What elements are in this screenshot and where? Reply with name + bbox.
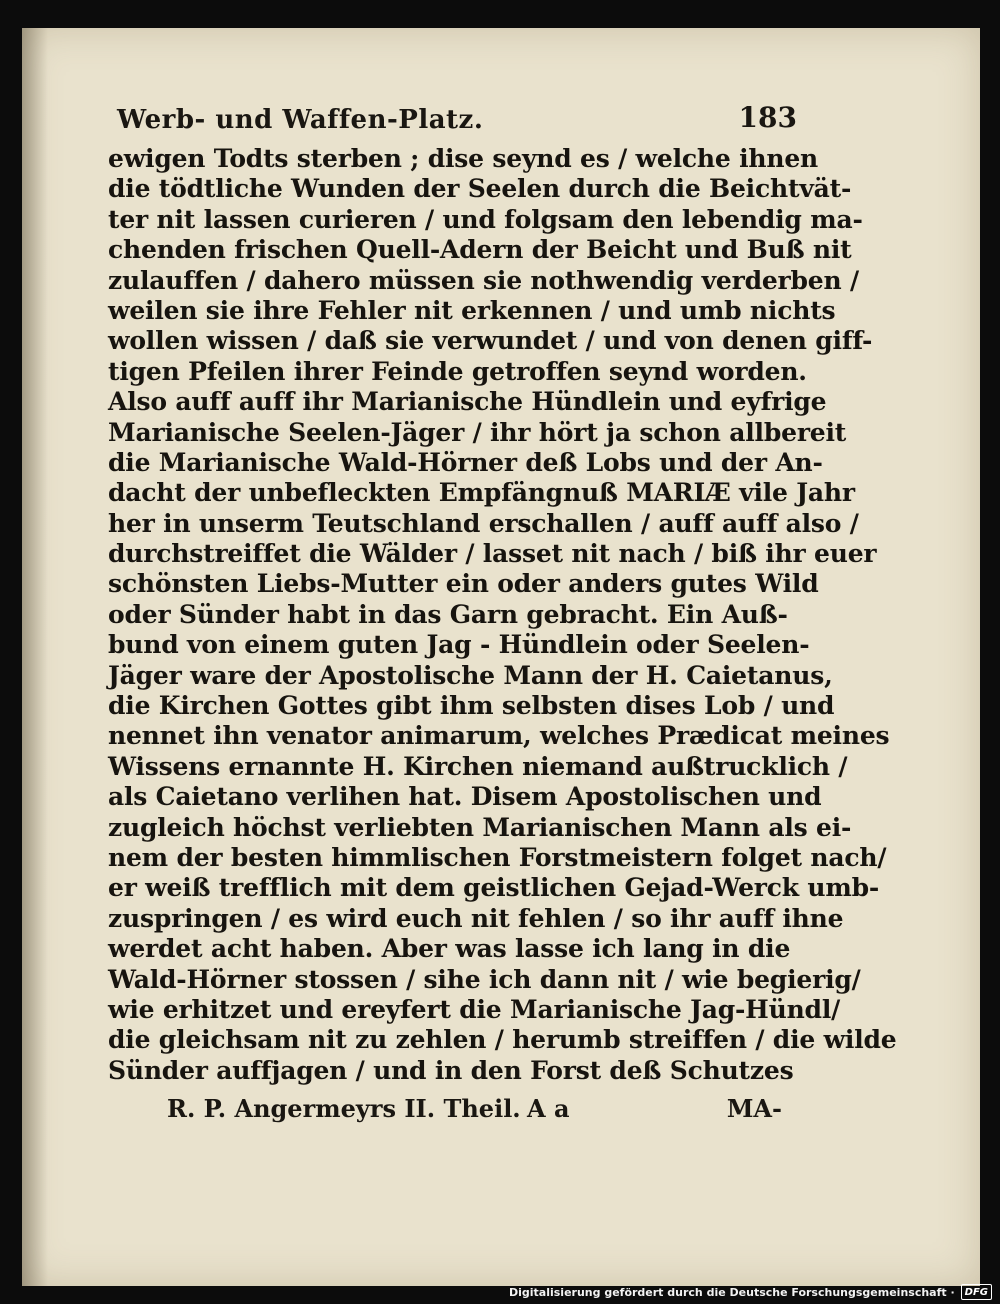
signature-line: R. P. Angermeyrs II. Theil.: [167, 1094, 521, 1123]
text-line: Marianische Seelen-Jäger / ihr hört ja schon allbereit: [108, 417, 847, 447]
text-line: die tödtliche Wunden der Seelen durch die Beichtvät-: [108, 174, 852, 204]
text-line: Sünder auffjagen / und in den Forst deß Schutzes: [108, 1055, 794, 1085]
digitization-credit: [509, 1283, 992, 1301]
text-line: zuspringen / es wird euch nit fehlen / so ihr auff ihne: [108, 903, 844, 933]
page-header: [117, 101, 797, 141]
running-title: Werb- und Waffen-Platz.: [117, 105, 484, 135]
text-line: als Caietano verlihen hat. Disem Apostolischen und: [108, 782, 822, 812]
book-page: [22, 28, 980, 1286]
text-line: zugleich höchst verliebten Marianischen Mann als ei-: [108, 812, 852, 842]
text-line: ter nit lassen curieren / und folgsam den lebendig ma-: [108, 204, 863, 234]
text-line: nem der besten himmlischen Forstmeistern folget nach/: [108, 842, 887, 872]
text-line: die Kirchen Gottes gibt ihm selbsten dises Lob / und: [108, 691, 835, 721]
text-line: chenden frischen Quell-Adern der Beicht und Buß nit: [108, 235, 852, 265]
text-line: er weiß trefflich mit dem geistlichen Gejad-Werck umb-: [108, 873, 880, 903]
text-line: die gleichsam nit zu zehlen / herumb streiffen / die wilde: [108, 1025, 897, 1055]
text-line: wollen wissen / daß sie verwundet / und von denen giff-: [108, 326, 873, 356]
text-line: ewigen Todts sterben ; dise seynd es / welche ihnen: [108, 144, 819, 173]
page-footer: [167, 1094, 782, 1130]
text-line: Jäger ware der Apostolische Mann der H. Caietanus,: [108, 660, 833, 690]
dfg-logo-icon: DFG: [961, 1284, 992, 1300]
signature-mark: A a: [527, 1094, 570, 1123]
text-line: tigen Pfeilen ihrer Feinde getroffen seynd worden.: [108, 356, 807, 386]
text-line: die Marianische Wald-Hörner deß Lobs und der An-: [108, 447, 823, 477]
text-line: Wald-Hörner stossen / sihe ich dann nit / wie begierig/: [108, 964, 861, 994]
text-line: wie erhitzet und ereyfert die Marianische Jag-Hündl/: [108, 994, 841, 1024]
text-line: werdet acht haben. Aber was lasse ich lang in die: [108, 934, 791, 964]
text-line: Also auff auff ihr Marianische Hündlein und eyfrige: [108, 387, 827, 417]
text-line: weilen sie ihre Fehler nit erkennen / und umb nichts: [108, 295, 836, 325]
body-text: [108, 144, 897, 1086]
page-number: 183: [738, 101, 797, 134]
text-line: bund von einem guten Jag - Hündlein oder Seelen-: [108, 630, 810, 660]
credit-text: Digitalisierung gefördert durch die Deutsche Forschungsgemeinschaft ·: [508, 1285, 955, 1299]
text-line: durchstreiffet die Wälder / lasset nit nach / biß ihr euer: [108, 539, 877, 569]
text-line: dacht der unbefleckten Empfängnuß MARIÆ vile Jahr: [108, 478, 855, 508]
text-line: schönsten Liebs-Mutter ein oder anders gutes Wild: [108, 569, 819, 599]
text-line: Wissens ernannte H. Kirchen niemand außtrucklich /: [108, 751, 848, 781]
text-line: oder Sünder habt in das Garn gebracht. Ein Auß-: [108, 599, 788, 629]
text-line: zulauffen / dahero müssen sie nothwendig verderben /: [108, 265, 859, 295]
text-line: her in unserm Teutschland erschallen / auff auff also /: [108, 508, 859, 538]
text-line: nennet ihn venator animarum, welches Prædicat meines: [108, 721, 890, 751]
catchword: MA-: [726, 1094, 782, 1123]
